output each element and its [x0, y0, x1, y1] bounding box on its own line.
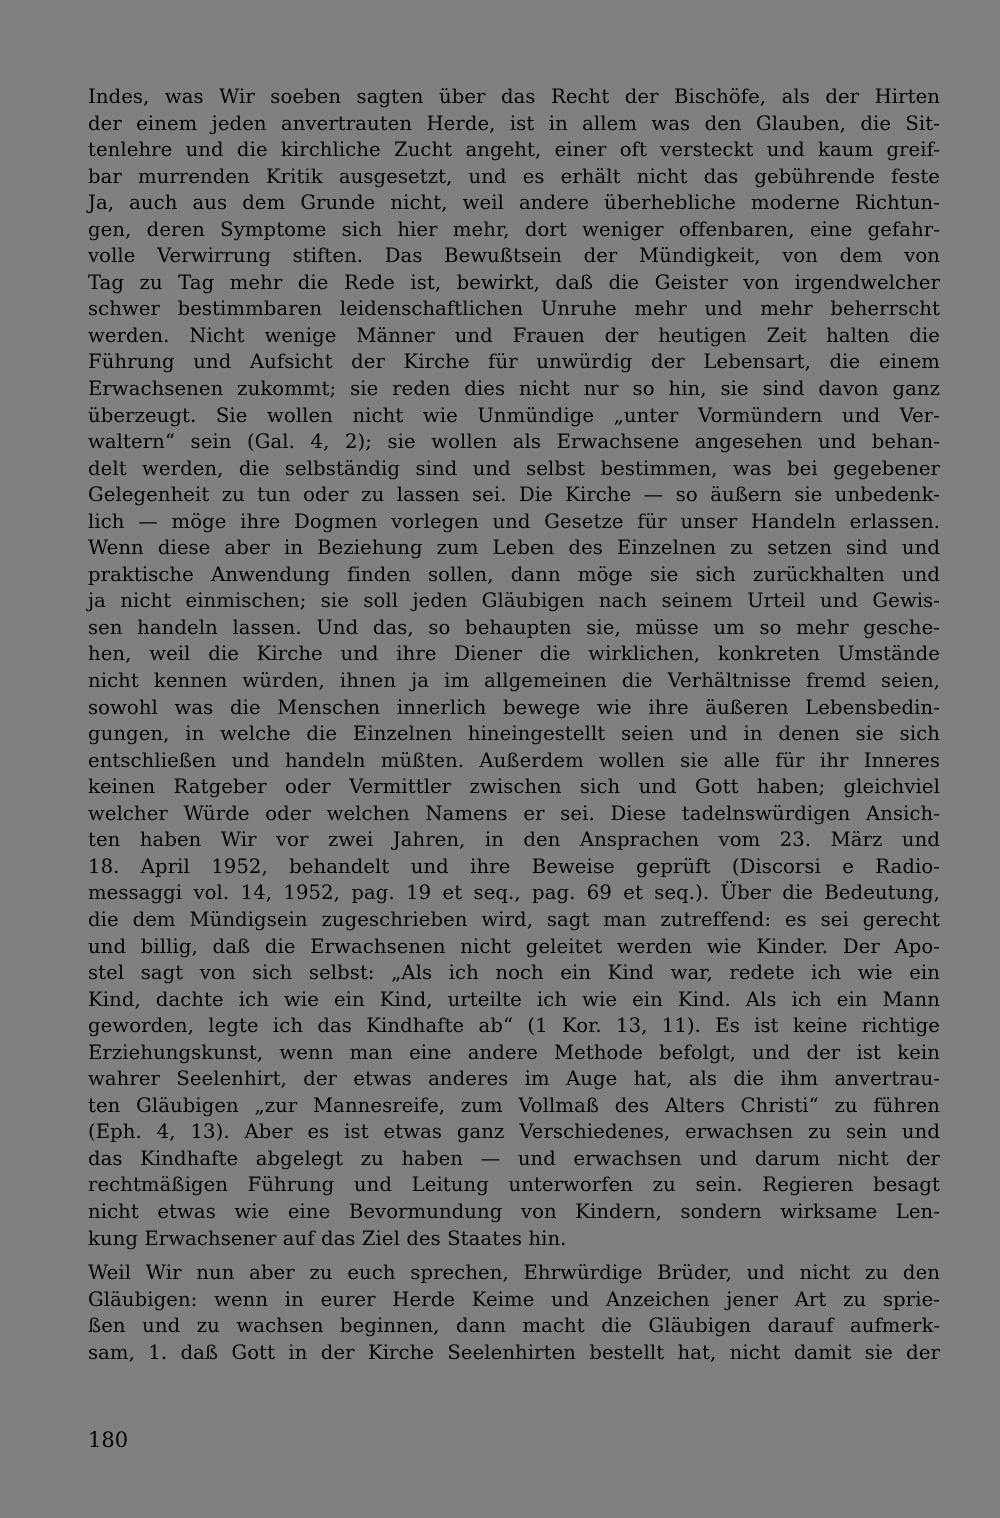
- text-line: tenlehre und die kirchliche Zucht angeht, einer oft versteckt und kaum greif-: [88, 138, 940, 162]
- text-line: überzeugt. Sie wollen nicht wie Unmündige „unter Vormündern und Ver-: [88, 403, 940, 427]
- body-text: [88, 84, 940, 1366]
- text-line: sam, 1. daß Gott in der Kirche Seelenhirten bestellt hat, nicht damit sie der: [88, 1340, 940, 1364]
- text-line: Gläubigen: wenn in eurer Herde Keime und Anzeichen jener Art zu sprie-: [88, 1287, 940, 1311]
- page-number: 180: [88, 1428, 129, 1452]
- text-line: ßen und zu wachsen beginnen, dann macht die Gläubigen darauf aufmerk-: [88, 1314, 940, 1338]
- text-line: ja nicht einmischen; sie soll jeden Gläubigen nach seinem Urteil und Gewis-: [88, 589, 940, 613]
- text-line: Weil Wir nun aber zu euch sprechen, Ehrwürdige Brüder, und nicht zu den: [88, 1261, 940, 1285]
- text-line: entschließen und handeln müßten. Außerdem wollen sie alle für ihr Inneres: [88, 748, 940, 772]
- text-line: sowohl was die Menschen innerlich bewege wie ihre äußeren Lebensbedin-: [88, 695, 940, 719]
- text-line: kung Erwachsener auf das Ziel des Staates hin.: [88, 1226, 567, 1250]
- text-line: werden. Nicht wenige Männer und Frauen der heutigen Zeit halten die: [88, 323, 940, 347]
- text-line: delt werden, die selbständig sind und selbst bestimmen, was bei gegebener: [88, 456, 940, 480]
- text-line: und billig, daß die Erwachsenen nicht geleitet werden wie Kinder. Der Apo-: [88, 934, 940, 958]
- paragraph-1: [88, 84, 940, 1252]
- text-line: Kind, dachte ich wie ein Kind, urteilte ich wie ein Kind. Als ich ein Mann: [88, 987, 940, 1011]
- text-line: Wenn diese aber in Beziehung zum Leben des Einzelnen zu setzen sind und: [88, 536, 940, 560]
- paragraph-2: [88, 1260, 940, 1366]
- text-line: Erziehungskunst, wenn man eine andere Methode befolgt, und der ist kein: [88, 1040, 940, 1064]
- text-line: das Kindhafte abgelegt zu haben — und erwachsen und darum nicht der: [88, 1146, 940, 1170]
- text-line: schwer bestimmbaren leidenschaftlichen Unruhe mehr und mehr beherrscht: [88, 297, 940, 321]
- text-line: Führung und Aufsicht der Kirche für unwürdig der Lebensart, die einem: [88, 350, 940, 374]
- text-line: Erwachsenen zukommt; sie reden dies nicht nur so hin, sie sind davon ganz: [88, 377, 940, 401]
- text-line: gen, deren Symptome sich hier mehr, dort weniger offenbaren, eine gefahr-: [88, 217, 940, 241]
- text-line: 18. April 1952, behandelt und ihre Beweise geprüft (Discorsi e Radio-: [88, 854, 940, 878]
- text-line: nicht kennen würden, ihnen ja im allgemeinen die Verhältnisse fremd seien,: [88, 669, 940, 693]
- text-line: nicht etwas wie eine Bevormundung von Kindern, sondern wirksame Len-: [88, 1199, 940, 1223]
- text-line: gungen, in welche die Einzelnen hineingestellt seien und in denen sie sich: [88, 722, 940, 746]
- text-line: lich — möge ihre Dogmen vorlegen und Gesetze für unser Handeln erlassen.: [88, 509, 940, 533]
- paragraph-gap: [88, 1252, 940, 1260]
- text-line: praktische Anwendung finden sollen, dann möge sie sich zurückhalten und: [88, 562, 940, 586]
- text-line: messaggi vol. 14, 1952, pag. 19 et seq., pag. 69 et seq.). Über die Bedeutung,: [88, 881, 940, 905]
- text-line: Ja, auch aus dem Grunde nicht, weil andere überhebliche moderne Richtun-: [88, 191, 940, 215]
- text-line: waltern“ sein (Gal. 4, 2); sie wollen als Erwachsene angesehen und behan-: [88, 430, 940, 454]
- text-line: hen, weil die Kirche und ihre Diener die wirklichen, konkreten Umstände: [88, 642, 940, 666]
- text-line: die dem Mündigsein zugeschrieben wird, sagt man zutreffend: es sei gerecht: [88, 907, 940, 931]
- text-line: bar murrenden Kritik ausgesetzt, und es erhält nicht das gebührende feste: [88, 164, 940, 188]
- text-line: wahrer Seelenhirt, der etwas anderes im Auge hat, als die ihm anvertrau-: [88, 1067, 940, 1091]
- text-line: geworden, legte ich das Kindhafte ab“ (1 Kor. 13, 11). Es ist keine richtige: [88, 1014, 940, 1038]
- text-line: (Eph. 4, 13). Aber es ist etwas ganz Verschiedenes, erwachsen zu sein und: [88, 1120, 940, 1144]
- text-line: ten haben Wir vor zwei Jahren, in den Ansprachen vom 23. März und: [88, 828, 940, 852]
- text-line: Tag zu Tag mehr die Rede ist, bewirkt, daß die Geister von irgendwelcher: [88, 270, 940, 294]
- text-line: ten Gläubigen „zur Mannesreife, zum Vollmaß des Alters Christi“ zu führen: [88, 1093, 940, 1117]
- text-line: sen handeln lassen. Und das, so behaupten sie, müsse um so mehr gesche-: [88, 615, 940, 639]
- text-line: der einem jeden anvertrauten Herde, ist in allem was den Glauben, die Sit-: [88, 111, 940, 135]
- text-line: keinen Ratgeber oder Vermittler zwischen sich und Gott haben; gleichviel: [88, 775, 940, 799]
- text-line: stel sagt von sich selbst: „Als ich noch ein Kind war, redete ich wie ein: [88, 961, 940, 985]
- text-line: welcher Würde oder welchen Namens er sei. Diese tadelnswürdigen Ansich-: [88, 801, 940, 825]
- text-line: Indes, was Wir soeben sagten über das Recht der Bischöfe, als der Hirten: [88, 85, 940, 108]
- text-line: rechtmäßigen Führung und Leitung unterworfen zu sein. Regieren besagt: [88, 1173, 940, 1197]
- text-line: Gelegenheit zu tun oder zu lassen sei. Die Kirche — so äußern sie unbedenk-: [88, 483, 940, 507]
- text-line: volle Verwirrung stiften. Das Bewußtsein der Mündigkeit, von dem von: [88, 244, 940, 268]
